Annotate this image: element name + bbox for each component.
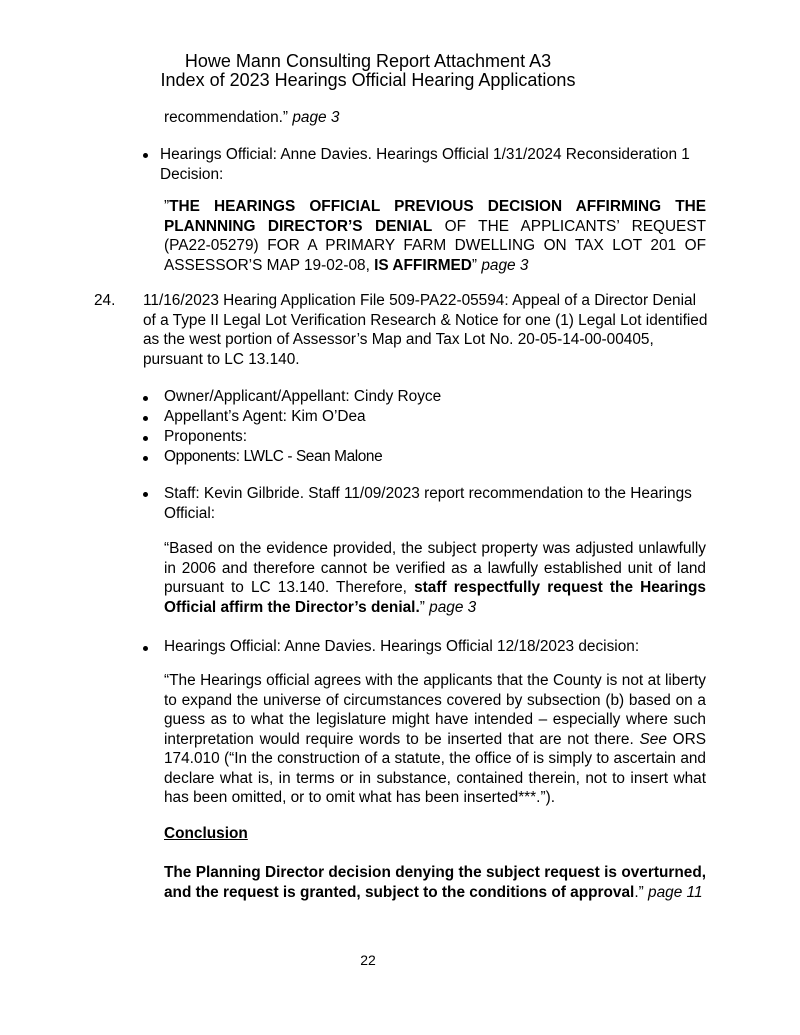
continued-quote-text: recommendation.” (164, 109, 289, 126)
continued-quote (164, 108, 709, 128)
quote-bold-text: IS AFFIRMED (374, 256, 472, 274)
item-number: 24. (94, 292, 116, 309)
page-number: 22 (360, 952, 376, 968)
bullet-icon (143, 456, 148, 461)
bullet-icon (143, 646, 148, 651)
page-citation: page 3 (429, 598, 477, 616)
item-description: 11/16/2023 Hearing Application File 509-PA22-05594: Appeal of a Director Denial of a Type II Legal Lot Verification Research & Notice for one (1) Legal Lot identified as the west portion of Assessor’s Map and Tax Lot No. 20-05-14-00-00405, pursuant to LC 13.140. (143, 292, 708, 368)
bullet-icon (143, 396, 148, 401)
party-proponents: Proponents: (164, 428, 247, 445)
header-title: Howe Mann Consulting Report Attachment A3 (184, 51, 552, 71)
staff-quote: “Based on the evidence provided, the subject property was adjusted unlawfully in 2006 and therefore cannot be verified as a lawfully established unit of land pursuant to LC 13.140. Therefore, staff respectfully request the Hearings Official affirm the Director’s denial.” page 3 (164, 540, 706, 616)
party-opponents: Opponents: LWLC - Sean Malone (164, 448, 383, 465)
reconsideration-bullet: Hearings Official: Anne Davies. Hearings Official 1/31/2024 Reconsideration 1 Decision: (160, 146, 690, 183)
staff-bullet: Staff: Kevin Gilbride. Staff 11/09/2023 report recommendation to the Hearings Official: (164, 485, 692, 522)
hearings-official-quote: “The Hearings official agrees with the applicants that the County is not at liberty to expand the universe of circumstances covered by subsection (b) based on a guess as to what the legislature might have intended – especially where such interpretation would require words to be inserted that are not there. See ORS 174.010 (“In the construction of a statute, the office of is simply to ascertain and declare what is, in terms or in substance, contained therein, not to insert what has been omitted, or to omit what has been inserted***.”). (164, 672, 706, 806)
party-owner: Owner/Applicant/Appellant: Cindy Royce (164, 388, 442, 405)
conclusion-text: The Planning Director decision denying the subject request is overturned, and the request is granted, subject to the conditions of approval.” page 11 (164, 864, 706, 901)
header-subtitle: Index of 2023 Hearings Official Hearing Applications (160, 70, 576, 90)
page-citation: page 3 (292, 109, 340, 126)
quote-bold-text: The Planning Director decision denying the subject request is overturned, and the request is granted, subject to the conditions of approval (164, 864, 706, 901)
conclusion-heading: Conclusion (164, 825, 248, 842)
hearings-official-bullet: Hearings Official: Anne Davies. Hearings Official 12/18/2023 decision: (164, 638, 640, 655)
party-agent: Appellant’s Agent: Kim O’Dea (164, 408, 366, 425)
bullet-icon (143, 492, 148, 497)
bullet-icon (143, 153, 148, 158)
bullet-icon (143, 436, 148, 441)
reconsideration-quote: ”THE HEARINGS OFFICIAL PREVIOUS DECISION AFFIRMING THE PLANNNING DIRECTOR’S DENIAL OF THE APPLICANTS’ REQUEST (PA22-05279) FOR A PRIMARY FARM DWELLING ON TAX LOT 201 OF ASSESSOR’S MAP 19-02-08, IS AFFIRMED” page 3 (164, 198, 706, 274)
quote-bold-text: THE HEARINGS OFFICIAL PREVIOUS DECISION AFFIRMING THE PLANNNING DIRECTOR’S DENIAL (164, 198, 706, 235)
page-citation: page 11 (648, 883, 703, 901)
bullet-icon (143, 416, 148, 421)
quote-bold-text: staff respectfully request the Hearings Official affirm the Director’s denial. (164, 579, 706, 616)
page-citation: page 3 (481, 256, 529, 274)
